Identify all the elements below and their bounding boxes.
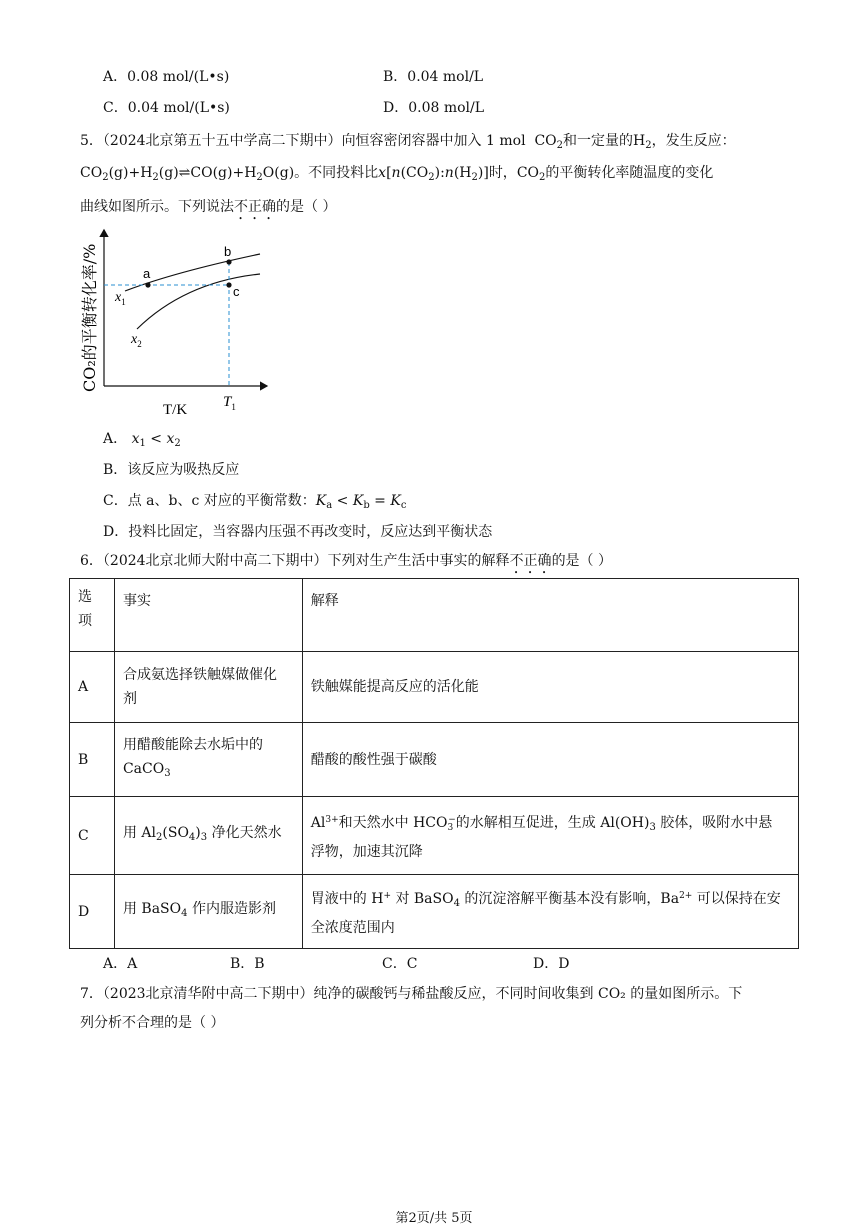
- q6-emphasis: 不正确: [509, 553, 552, 569]
- row-c-explanation: $Al^{3+}$和天然水中 $HCO_3^-$的水解相互促进，生成 $Al(OH)_3$ 胶体，吸附水中悬 浮物，加速其沉降: [302, 797, 798, 875]
- q6-option-c: C．C: [382, 956, 418, 972]
- point-a: [145, 282, 150, 287]
- table-header-row: [70, 579, 799, 652]
- curve-x2: [137, 274, 260, 329]
- row-a-explanation: 铁触媒能提高反应的活化能: [302, 652, 798, 723]
- x-axis-label: T/K: [163, 402, 188, 418]
- q4-option-c: C．0.04 mol/(L•s): [103, 100, 230, 116]
- label-b: b: [224, 244, 232, 259]
- q5-option-d: D．投料比固定，当容器内压强不再改变时，反应达到平衡状态: [103, 524, 493, 540]
- label-c: c: [233, 284, 240, 299]
- q6-option-d: D．D: [533, 956, 570, 972]
- q6-option-b: B．B: [230, 956, 265, 972]
- q5-source: （2024北京第五十五中学高二下期中）: [102, 133, 342, 149]
- q5-text: 向恒容密闭容器中加入 1 mol: [341, 133, 526, 149]
- row-d-explanation: 胃液中的 H+ 对 BaSO$_4$ 的沉淀溶解平衡基本没有影响，$Ba^{2+}$ 可以保持在安 全浓度范围内: [302, 875, 798, 949]
- q6-number: 6．: [80, 553, 103, 569]
- q6-table: [69, 578, 799, 949]
- y-axis-label: CO₂的平衡转化率/%: [80, 243, 99, 392]
- row-b-label: B: [70, 723, 115, 797]
- q5-option-b: B．该反应为吸热反应: [103, 462, 240, 478]
- label-x2: $x_2$: [131, 332, 142, 349]
- row-d-fact: 用 BaSO$_4$ 作内服造影剂: [114, 875, 302, 949]
- header-explanation: 解释: [302, 579, 798, 652]
- q4-option-a: A．0.08 mol/(L•s): [103, 69, 230, 85]
- t1-label: $T_1$: [223, 394, 236, 412]
- q5-graph: [75, 222, 275, 422]
- q5-number: 5．: [80, 133, 103, 149]
- q5-text: 曲线如图所示。下列说法: [80, 199, 234, 215]
- row-b-fact: 用醋酸能除去水垢中的 CaCO$_3$: [114, 723, 302, 797]
- q5-text: 的平衡转化率随温度的变化: [545, 165, 714, 181]
- table-row: [70, 875, 799, 949]
- q5-text: 时，: [488, 165, 517, 181]
- label-a: a: [143, 266, 151, 281]
- header-fact: 事实: [114, 579, 302, 652]
- q6-stem: [80, 551, 800, 577]
- q6-option-a: A．A: [103, 956, 138, 972]
- row-a-fact: 合成氨选择铁触媒做催化 剂: [114, 652, 302, 723]
- q5-text: 和一定量的: [563, 133, 634, 149]
- point-c: [226, 282, 231, 287]
- q5-text: ，发生反应：: [651, 133, 736, 149]
- row-c-label: C: [70, 797, 115, 875]
- q5-text: 的是（ ）: [276, 199, 337, 215]
- label-x1: $x_1$: [115, 290, 126, 307]
- row-a-label: A: [70, 652, 115, 723]
- q6-text: 的是（ ）: [551, 553, 613, 569]
- q5-option-a: A． $x_1 < x_2$: [103, 431, 181, 449]
- q5-equation: $CO_2(g)+H_2(g)\rightleftharpoons CO(g)+H_2O(g)$: [80, 165, 295, 183]
- header-option: 选 项: [70, 579, 115, 652]
- page-footer: 第2页/共 5页: [395, 1211, 473, 1226]
- q5-line-3: [80, 197, 800, 223]
- q5-line-1: 5．（2024北京第五十五中学高二下期中）向恒容密闭容器中加入 1 mol $CO_2$和一定量的$H_2$，发生反应：: [80, 133, 736, 151]
- q5-emphasis: 不正确: [234, 199, 276, 215]
- q6-text: 下列对生产生活中事实的解释: [327, 553, 510, 569]
- point-b: [226, 259, 231, 264]
- q7-line-2: 列分析不合理的是（ ）: [80, 1015, 225, 1031]
- q5-graph-svg: [75, 222, 275, 422]
- row-b-explanation: 醋酸的酸性强于碳酸: [302, 723, 798, 797]
- q5-text: 。不同投料比: [294, 165, 379, 181]
- q5-option-c: C．点 a、b、c 对应的平衡常数：$K_a < K_b = K_c$: [103, 493, 407, 511]
- table-row: [70, 652, 799, 723]
- row-c-fact: 用 $Al_2(SO_4)_3$ 净化天然水: [114, 797, 302, 875]
- q4-option-d: D．0.08 mol/L: [383, 100, 485, 116]
- row-d-label: D: [70, 875, 115, 949]
- table-row: [70, 723, 799, 797]
- q7-line-1: 7．（2023北京清华附中高二下期中）纯净的碳酸钙与稀盐酸反应，不同时间收集到 CO₂ 的量如图所示。下: [80, 986, 743, 1002]
- q5-line-2: $CO_2(g)+H_2(g)\rightleftharpoons CO(g)+H_2O(g)$。不同投料比$x[n(CO_2):n(H_2)]$时，$CO_2$的平衡转化率随温度的变化: [80, 165, 714, 183]
- table-row: [70, 797, 799, 875]
- q6-source: （2024北京北师大附中高二下期中）: [102, 553, 328, 569]
- q4-option-b: B．0.04 mol/L: [383, 69, 484, 85]
